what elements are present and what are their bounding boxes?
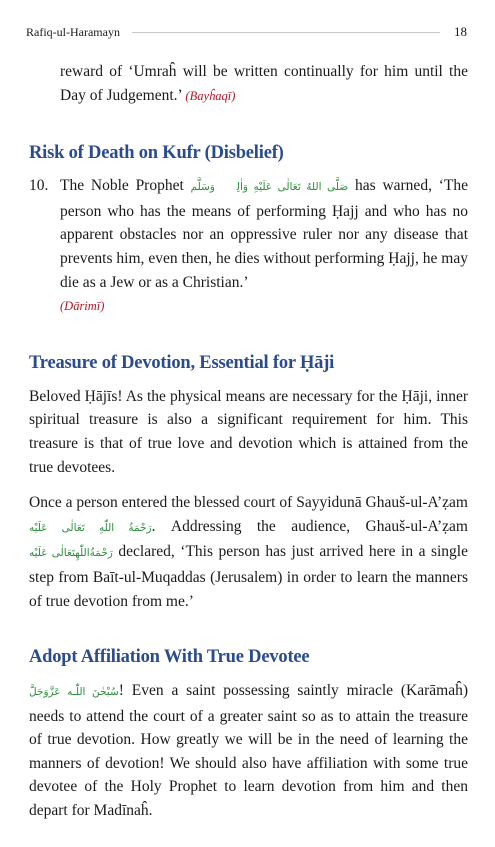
section-heading-adopt-affiliation: Adopt Affiliation With True Devotee bbox=[29, 647, 310, 668]
item-text-b: has warned, ‘The person who has the means of performing Ḥajj and who has no apparent obstacles nor an oppressive ruler nor any disease that prevents him, even then, he dies without performing Ḥajj, he may die as a Jew or as a Christian.’ bbox=[60, 177, 468, 291]
item-reference: (Dārimī) bbox=[60, 299, 105, 314]
item-reference-line bbox=[60, 294, 468, 319]
arabic-honorific: رَحْمَةُاللّٰهِتَعَالٰى عَلَيْه bbox=[29, 548, 113, 560]
para2-text-a: Once a person entered the blessed court of Sayyidunā Ghauš-ul-A’ẓam bbox=[29, 494, 468, 512]
paragraph-ghaus-ul-azam bbox=[29, 491, 468, 613]
page-content bbox=[29, 60, 468, 823]
arabic-salutation: صَلَّى اللهُ تَعَالٰى عَلَيْهِ وَاٰلِهٖ وَسَلَّم bbox=[190, 182, 349, 194]
paragraph-beloved-hajis: Beloved Ḥājīs! As the physical means are necessary for the Ḥāji, inner spiritual treasure is also a significant requirement for him. This treasure is that of true love and devotion which is attained from the true devotees. bbox=[29, 387, 468, 476]
item-paragraph bbox=[60, 174, 468, 294]
section-heading-treasure-of-devotion: Treasure of Devotion, Essential for Ḥāji bbox=[29, 352, 335, 373]
numbered-item-10 bbox=[29, 174, 468, 319]
continuation-reference: (Bayĥaqī) bbox=[185, 88, 236, 103]
para2-text-b: . Addressing the audience, Ghauš-ul-A’ẓam bbox=[151, 517, 468, 535]
item-body bbox=[60, 174, 468, 319]
header-rule bbox=[132, 32, 440, 33]
page-number: 18 bbox=[454, 24, 467, 39]
arabic-honorific: رَحْمَةُ اللّٰهِ تَعَالٰى عَلَيْه bbox=[29, 522, 152, 534]
section-heading-risk-of-death: Risk of Death on Kufr (Disbelief) bbox=[29, 143, 284, 164]
item-number: 10. bbox=[29, 177, 49, 195]
paragraph-subhanallah bbox=[29, 679, 468, 823]
page-header bbox=[26, 23, 467, 41]
para2-text-c: declared, ‘This person has just arrived here in a single step from Baīt-ul-Muqaddas (Jerusalem) in order to learn the manners of true devotion from me.’ bbox=[29, 543, 468, 610]
arabic-exclamation: سُبْحٰنَ اللّٰـه عَزَّوَجَلَّ bbox=[29, 687, 119, 699]
continuation-paragraph bbox=[29, 60, 468, 108]
item-text-a: The Noble Prophet bbox=[60, 177, 191, 195]
para3-text: ! Even a saint possessing saintly miracle (Karāmaĥ) needs to attend the court of a greater saint so as to attain the treasure of true devotion. How greatly we will be in the need of learning the manners of devotion! We should also have affiliation with some true devotee of the Holy Prophet to learn devotion from him and then depart for Madīnaĥ. bbox=[29, 682, 469, 820]
running-title: Rafiq-ul-Haramayn bbox=[26, 24, 120, 39]
continuation-text: reward of ‘Umraĥ will be written continually for him until the Day of Judgement.’ bbox=[60, 63, 468, 104]
